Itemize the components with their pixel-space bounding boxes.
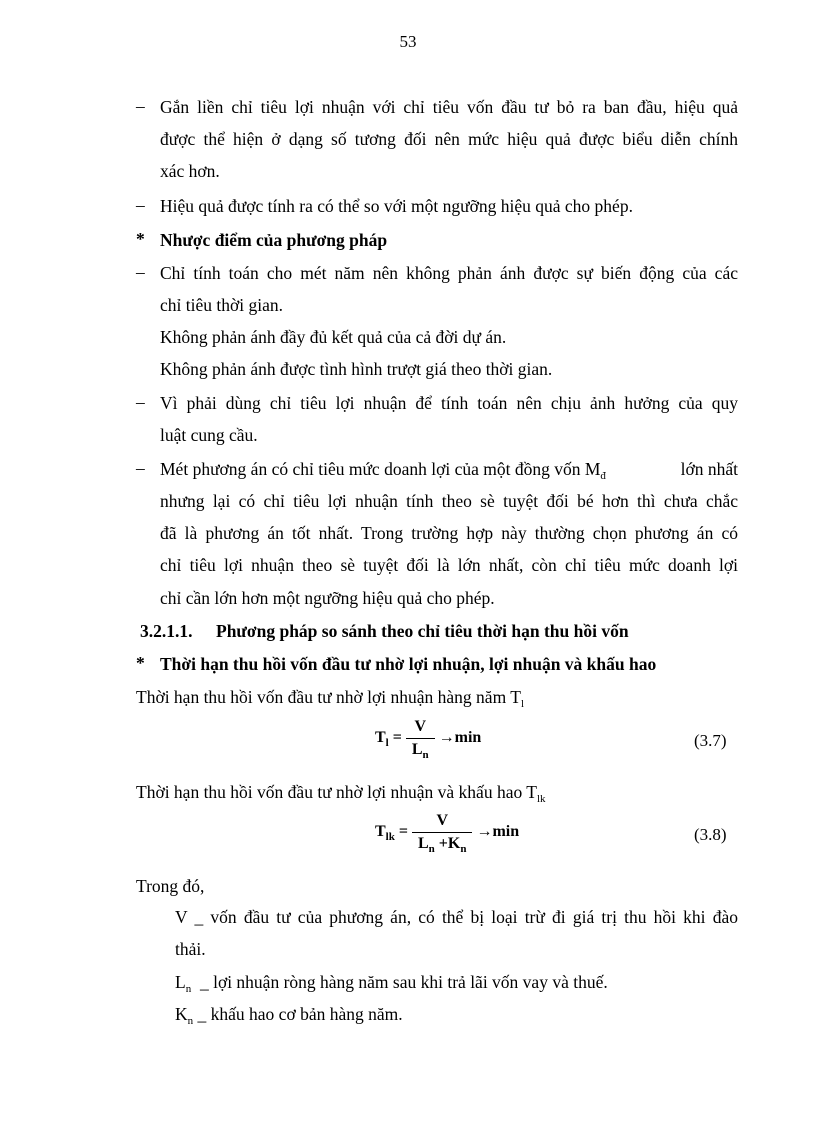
text-line: luật cung cầu. [160,425,258,445]
definition-line: $L_n$ _ lợi nhuận ròng hàng năm sau khi trả lãi vốn vay và thuế. [175,972,608,995]
page-number: 53 [399,32,417,51]
bullet-dash: – [136,458,145,478]
text-line: Chỉ tính toán cho mét năm nên không phản ánh được sự biến động của các [160,263,738,283]
section-title: Phương pháp so sánh theo chỉ tiêu thời hạn thu hồi vốn [216,621,629,641]
bullet-dash: – [136,392,145,412]
formula-denominator: $L_n$ [411,741,429,761]
text-line: Gắn liền chỉ tiêu lợi nhuận với chỉ tiêu vốn đầu tư bỏ ra ban đầu, hiệu quả [160,97,738,117]
text-line: nhưng lại có chỉ tiêu lợi nhuận tính theo sè tuyệt đối bé hơn thì chưa chắc [160,491,738,511]
text-line: xác hơn. [160,161,220,181]
text-line: Hiệu quả được tính ra có thể so với một ngưỡng hiệu quả cho phép. [160,196,633,216]
text-line: chỉ cần lớn hơn một ngưỡng hiệu quả cho phép. [160,588,495,608]
text-line [160,458,738,483]
formula-denominator: $L_n +K_n$ [417,835,467,855]
text-line: được thể hiện ở dạng số tương đối nên mức hiệu quả được biểu diễn chính [160,129,738,149]
formula-equals: = [392,729,402,747]
formula-fraction [406,718,435,759]
text-line: đã là phương án tốt nhất. Trong trường hợp này thường chọn phương án có [160,523,738,543]
text-line: chỉ tiêu lợi nhuận theo sè tuyệt đối là lớn nhất, còn chỉ tiêu mức doanh lợi [160,555,738,575]
text-line: chỉ tiêu thời gian. [160,295,283,315]
subheading: Nhược điểm của phương pháp [160,230,388,250]
text-line: Không phản ánh được tình hình trượt giá theo thời gian. [160,359,553,379]
subheading: Thời hạn thu hồi vốn đầu tư nhờ lợi nhuận, lợi nhuận và khấu hao [160,654,657,674]
formula-lhs: $T_l$ [375,729,389,750]
bullet-dash: – [136,195,145,215]
formula-3-7 [375,718,481,759]
bullet-star: * [136,229,145,249]
formula-tail: →min [438,729,482,747]
formula-3-8 [375,812,519,853]
definition-line: V _ vốn đầu tư của phương án, có thể bị loại trừ đi giá trị thu hồi khi đào [175,907,738,927]
bullet-dash: – [136,262,145,282]
text-line: Không phản ánh đầy đủ kết quả của cả đời dự án. [160,327,507,347]
formula-lhs: $T_{lk}$ [375,823,395,844]
text-segment: lớn nhất [680,459,738,479]
equation-number: (3.8) [694,825,727,844]
formula-fraction [412,812,472,853]
text-line: Vì phải dùng chỉ tiêu lợi nhuận để tính toán nên chịu ảnh hưởng của quy [160,393,738,413]
equation-number: (3.7) [694,731,727,750]
section-number: 3.2.1.1. [140,621,193,641]
formula-numerator: V [412,812,472,833]
definition-line: $K_n$ _ khấu hao cơ bản hàng năm. [175,1004,403,1027]
paragraph: Thời hạn thu hồi vốn đầu tư nhờ lợi nhuận hàng năm $T_l$ [136,687,524,710]
paragraph: Thời hạn thu hồi vốn đầu tư nhờ lợi nhuận và khấu hao $T_{lk}$ [136,782,546,805]
paragraph: Trong đó, [136,876,205,896]
definition-line: thải. [175,939,206,959]
formula-tail: →min [476,823,520,841]
bullet-star: * [136,653,145,673]
formula-equals: = [398,823,408,841]
text-segment: Mét phương án có chỉ tiêu mức doanh lợi của một đồng vốn $M_đ$ [160,459,606,482]
bullet-dash: – [136,96,145,116]
formula-numerator: V [406,718,435,739]
